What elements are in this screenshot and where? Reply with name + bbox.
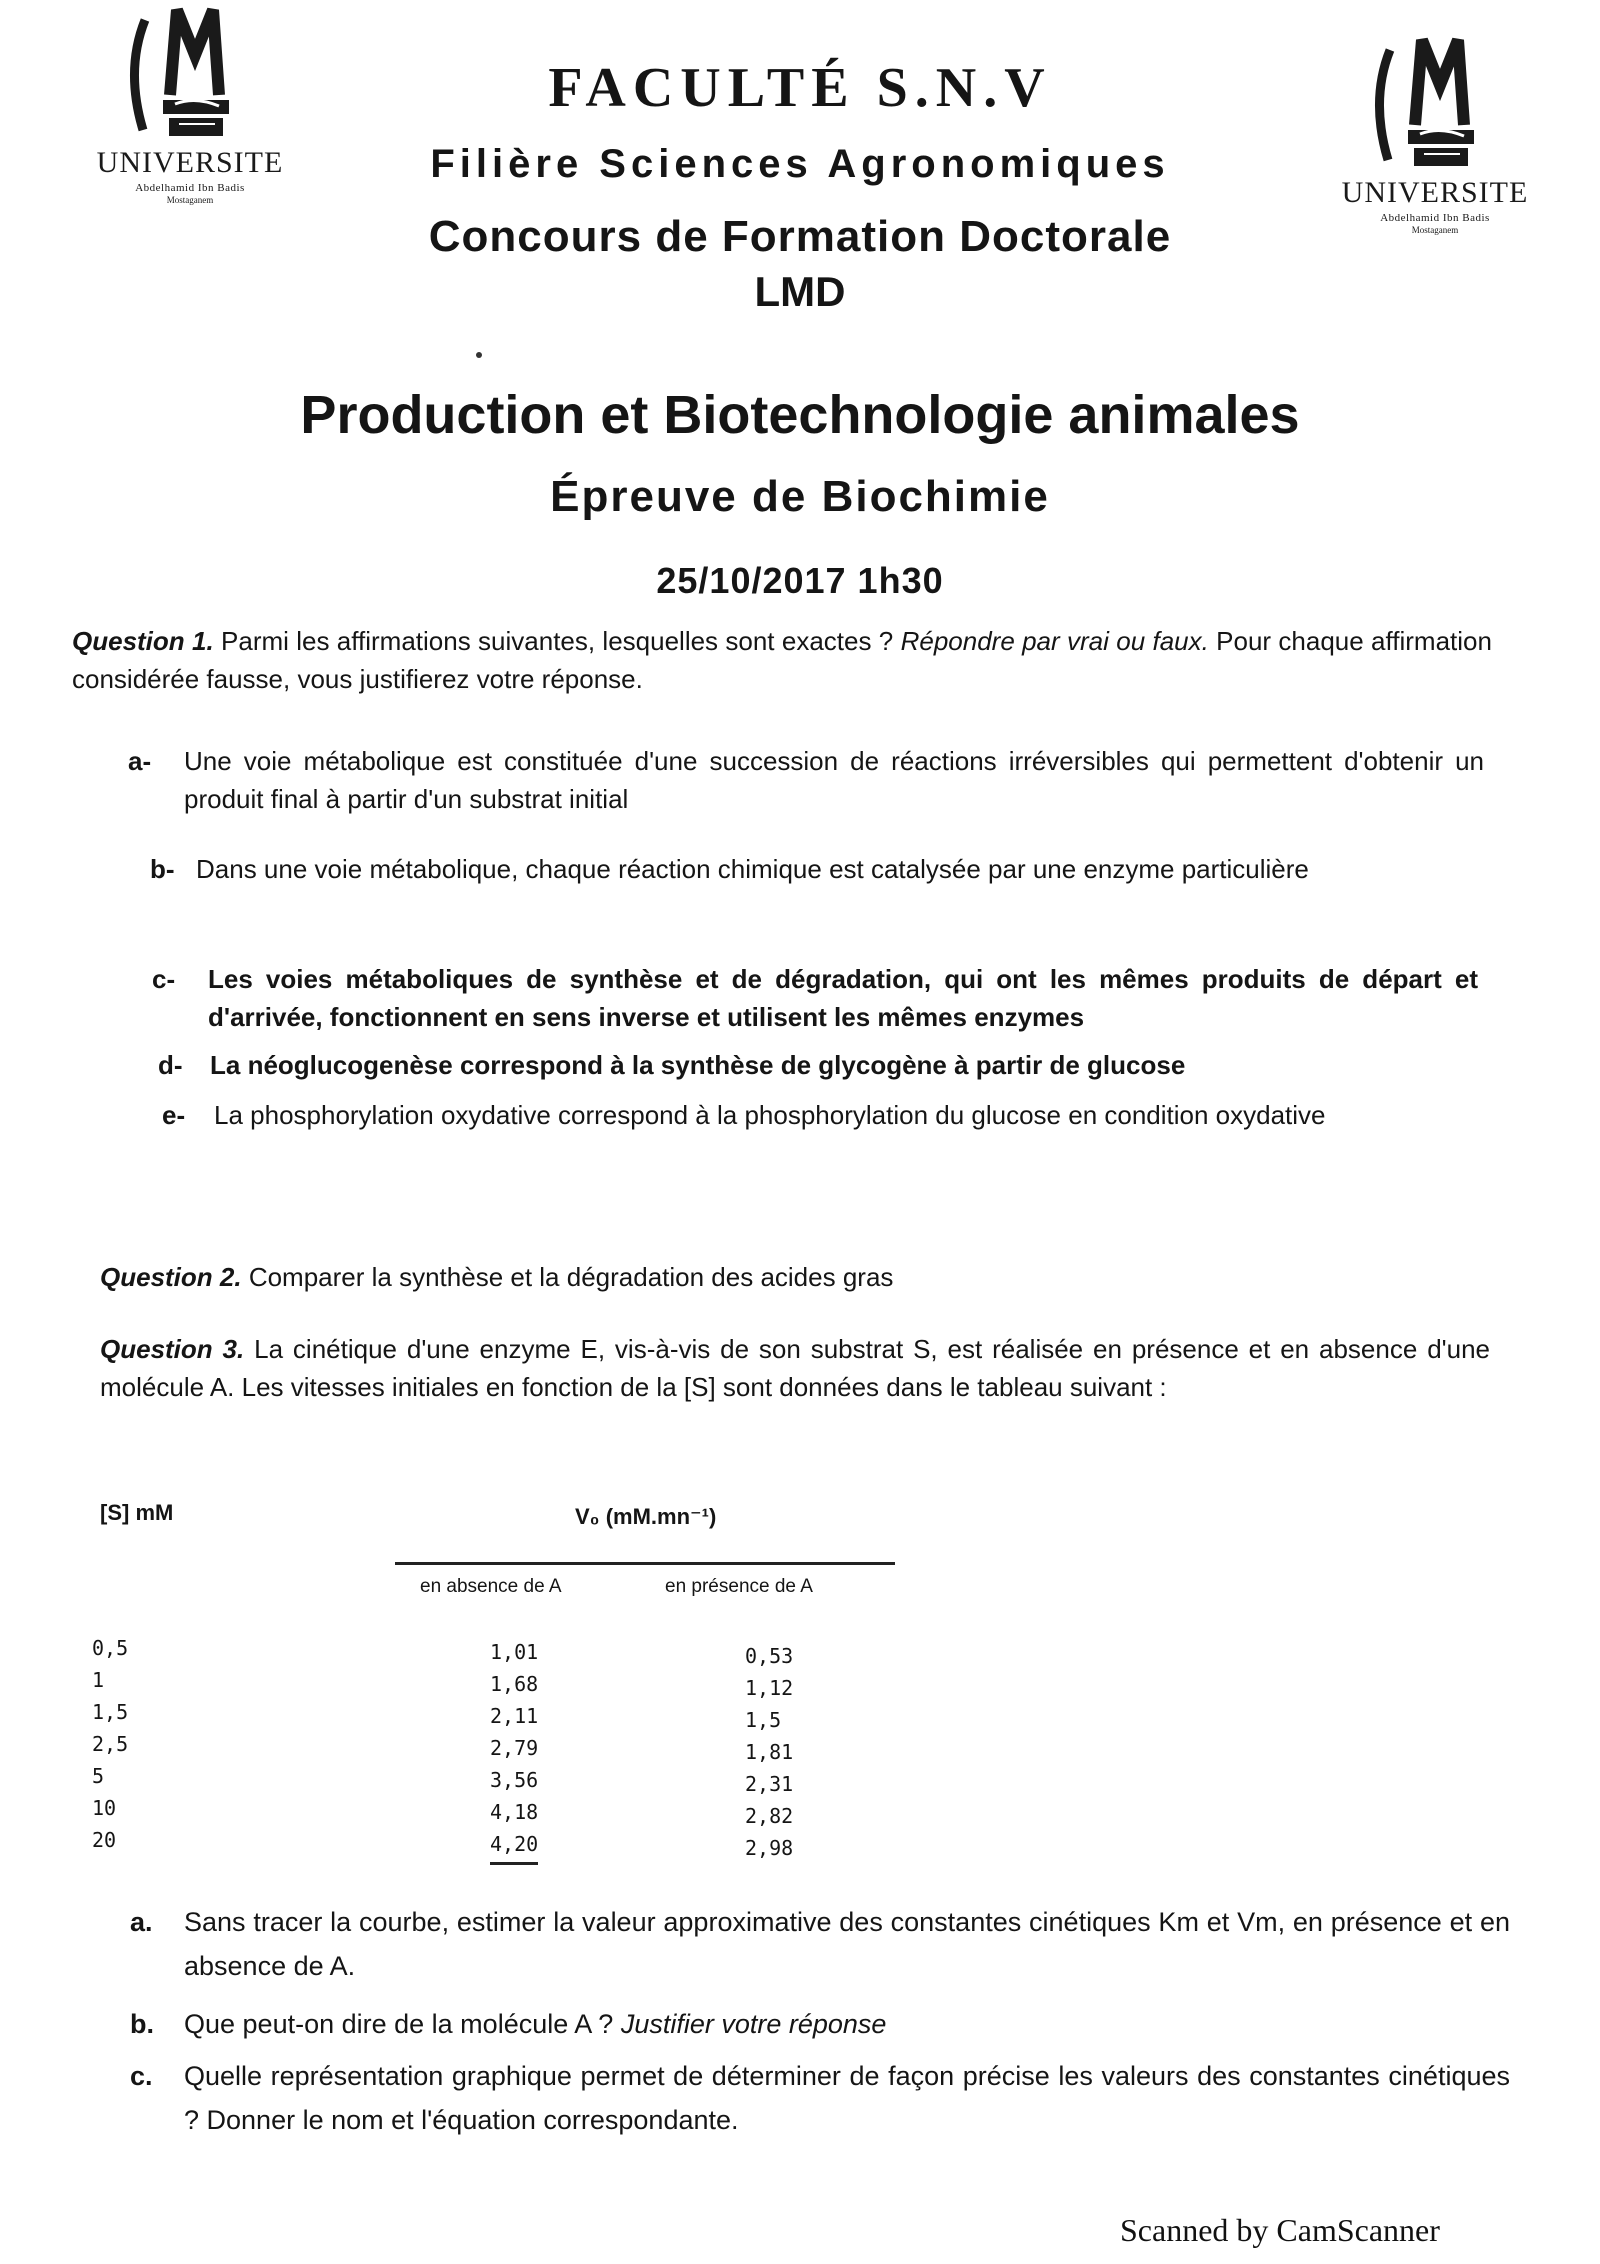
university-logo-right (1290, 30, 1580, 235)
table-cell: 1,5 (92, 1700, 129, 1724)
logo-university-subtitle: Abdelhamid Ibn Badis (135, 182, 245, 194)
table-cell: 1,81 (745, 1740, 794, 1764)
table-cell: 2,98 (745, 1836, 794, 1860)
table-cell: 5 (92, 1764, 105, 1788)
table-cell: 0,5 (92, 1636, 129, 1660)
item-text: La phosphorylation oxydative correspond à la phosphorylation du glucose en condition oxydative (214, 1100, 1326, 1130)
table-column-absence (490, 1636, 538, 1860)
item-marker: b. (130, 2009, 154, 2039)
item-text: Les voies métaboliques de synthèse et de dégradation, qui ont les mêmes produits de départ et d'arrivée, fonctionnent en sens inverse et utilisent les mêmes enzymes (208, 964, 1478, 1032)
item-marker: a- (128, 746, 152, 776)
table-cell: 1 (92, 1668, 105, 1692)
item-text (184, 2002, 1510, 2046)
item-text-main: Que peut-on dire de la molécule A ? (184, 2009, 614, 2039)
table-cell: 2,11 (490, 1704, 539, 1728)
item-marker: b- (150, 854, 175, 884)
table-header-velocity: V₀ (mM.mn⁻¹) (575, 1504, 717, 1529)
item-marker: a. (130, 1907, 153, 1937)
question-text: La cinétique d'une enzyme E, vis-à-vis de son substrat S, est réalisée en présence et en absence d'une molécule A. Les vitesses initiales en fonction de la [S] sont données dans le tableau suivant : (100, 1334, 1490, 1402)
item-text: Quelle représentation graphique permet de déterminer de façon précise les valeurs des constantes cinétiques ? Donner le nom et l'équation correspondante. (184, 2061, 1510, 2135)
table-cell: 1,12 (745, 1676, 794, 1700)
logo-university-name: UNIVERSITE (1341, 176, 1529, 209)
question-instruction: Répondre par vrai ou faux. (900, 626, 1209, 656)
table-cell: 1,68 (490, 1672, 539, 1696)
logo-university-city: Mostaganem (166, 195, 214, 205)
question-text: Parmi les affirmations suivantes, lesquelles sont exactes ? (221, 626, 894, 656)
scanner-watermark: Scanned by CamScanner (1120, 2212, 1440, 2248)
item-text-italic: Justifier votre réponse (620, 2009, 887, 2039)
speciality-title: Production et Biotechnologie animales (300, 385, 1300, 445)
item-marker: e- (162, 1100, 186, 1130)
value-underline (490, 1862, 538, 1865)
item-text: Une voie métabolique est constituée d'une succession de réactions irréversibles qui permettent d'obtenir un produit final à partir d'un substrat initial (184, 746, 1484, 814)
table-column-presence (745, 1640, 793, 1864)
epreuve-title: Épreuve de Biochimie (550, 472, 1050, 521)
university-emblem-icon (115, 0, 265, 150)
item-marker: c. (130, 2061, 153, 2091)
table-header-absence: en absence de A (420, 1576, 562, 1597)
question-text: Comparer la synthèse et la dégradation des acides gras (248, 1262, 894, 1292)
question-number: Question 3. (100, 1334, 245, 1364)
lmd-title: LMD (754, 268, 846, 315)
concours-title: Concours de Formation Doctorale (428, 212, 1172, 261)
exam-date: 25/10/2017 1h30 (656, 560, 944, 601)
table-cell: 2,79 (490, 1736, 539, 1760)
item-marker: d- (158, 1050, 183, 1080)
logo-university-subtitle: Abdelhamid Ibn Badis (1380, 212, 1490, 224)
item-text: La néoglucogenèse correspond à la synthèse de glycogène à partir de glucose (210, 1050, 1186, 1080)
table-cell: 2,5 (92, 1732, 129, 1756)
question-number: Question 2. (100, 1262, 242, 1292)
table-cell: 0,53 (745, 1644, 794, 1668)
filiere-title: Filière Sciences Agronomiques (430, 142, 1170, 186)
logo-university-name: UNIVERSITE (96, 146, 284, 179)
table-cell: 3,56 (490, 1768, 539, 1792)
table-cell: 20 (92, 1828, 117, 1852)
table-cell: 2,31 (745, 1772, 794, 1796)
item-marker: c- (152, 964, 176, 994)
question-text-2: Pour chaque affirmation considérée fausse, vous justifierez votre réponse. (72, 626, 1492, 694)
table-header-presence: en présence de A (665, 1576, 813, 1597)
table-cell: 4,20 (490, 1832, 539, 1856)
question-1 (72, 622, 1492, 698)
table-cell: 10 (92, 1796, 117, 1820)
question-number: Question 1. (72, 626, 214, 656)
university-logo-left (40, 0, 340, 205)
question-2 (100, 1258, 1500, 1296)
table-cell: 1,01 (490, 1640, 539, 1664)
faculty-title: FACULTÉ S.N.V (548, 57, 1052, 119)
item-text: Sans tracer la courbe, estimer la valeur approximative des constantes cinétiques Km et Vm, en présence et en absence de A. (184, 1907, 1510, 1981)
table-cell: 4,18 (490, 1800, 539, 1824)
stray-dot (476, 352, 482, 358)
table-header-substrate: [S] mM (100, 1500, 174, 1525)
table-header-rule (395, 1562, 895, 1565)
question-3 (100, 1330, 1490, 1406)
item-text: Dans une voie métabolique, chaque réaction chimique est catalysée par une enzyme particulière (196, 854, 1309, 884)
table-cell: 2,82 (745, 1804, 794, 1828)
table-column-substrate (92, 1632, 128, 1856)
logo-university-city: Mostaganem (1411, 225, 1459, 235)
table-cell: 1,5 (745, 1708, 782, 1732)
university-emblem-icon (1360, 30, 1510, 180)
